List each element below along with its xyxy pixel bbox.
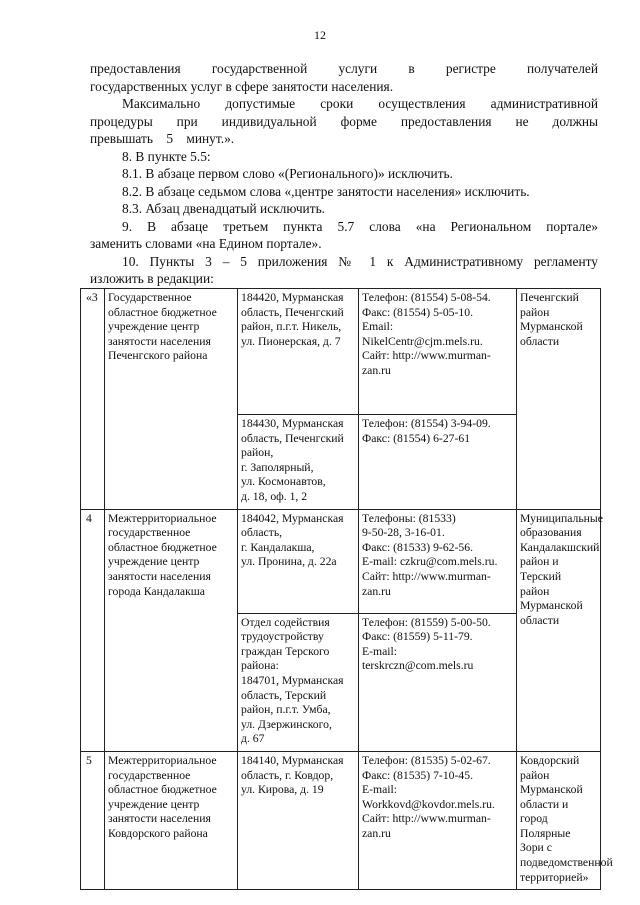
paragraph-item-8-3: 8.3. Абзац двенадцатый исключить. (122, 201, 326, 216)
cell-line: Мурманской (520, 320, 583, 334)
cell-line: учреждение центр (108, 320, 200, 334)
cell-line: Факс: (81559) 5-11-79. (362, 630, 473, 644)
table-row (81, 509, 601, 613)
office-address (238, 613, 359, 751)
paragraph-item-10 (90, 253, 598, 288)
cell-line: 184140, Мурманская (241, 753, 344, 767)
paragraph-item-8-1: 8.1. В абзаце первом слово «(Регионального)» исключить. (122, 166, 454, 181)
cell-line: учреждение центр (108, 555, 200, 569)
office-contacts (359, 415, 517, 510)
cell-line: д. 67 (241, 732, 265, 746)
cell-line: Мурманской (520, 599, 583, 613)
cell-line: Телефон: (81535) 5-02-67. (362, 753, 491, 767)
cell-line: 184420, Мурманская (241, 291, 344, 304)
cell-line: занятости населения (108, 569, 211, 583)
service-territory (517, 751, 613, 889)
page-number: 12 (314, 28, 326, 42)
cell-line: E-mail: (362, 644, 398, 658)
institution-name (105, 289, 238, 510)
cell-line: г. Кандалакша, (241, 540, 315, 554)
office-contacts (359, 509, 517, 613)
cell-line: район и Терский (520, 555, 562, 583)
cell-line: города Кандалакша (108, 584, 205, 598)
cell-line: государственное (108, 526, 191, 540)
cell-line: г. Заполярный, (241, 460, 314, 474)
cell-line: области (520, 613, 560, 627)
cell-line: terskrczn@com.mels.ru (362, 659, 474, 673)
cell-line: д. 18, оф. 1, 2 (241, 489, 308, 503)
text-line: 10. Пункты 3 – 5 приложения № 1 к Административному регламенту (122, 253, 598, 269)
text-line: заменить словами «на Едином портале». (90, 236, 322, 251)
row-number: 4 (81, 509, 105, 751)
cell-line: область, Терский (241, 688, 327, 702)
cell-line: образования (520, 526, 582, 540)
cell-line: Межтерриториальное (108, 511, 217, 525)
text-line: 9. В абзаце третьем пункта 5.7 слова «на Региональном портале» (122, 218, 598, 234)
text-line: процедуры при индивидуальной форме предоставления не должны (90, 113, 598, 129)
cell-line: Телефон: (81559) 5-00-50. (362, 615, 491, 629)
cell-line: Печенгский район (520, 291, 579, 319)
cell-line: Государственное (108, 291, 192, 304)
office-address (238, 289, 359, 415)
cell-line: области и город (520, 797, 569, 826)
cell-line: Факс: (81554) 5-05-10. (362, 305, 474, 319)
cell-line: областное бюджетное (108, 540, 217, 554)
cell-line: ул. Пионерская, д. 7 (241, 334, 341, 348)
service-territory (517, 509, 601, 751)
service-territory (517, 289, 601, 510)
cell-line: область, Печенгский (241, 305, 344, 319)
cell-line: области (520, 334, 560, 348)
cell-line: областное бюджетное (108, 305, 217, 319)
institution-name (105, 751, 238, 889)
cell-line: Полярные Зори с (520, 826, 571, 855)
cell-line: Сайт: http://www.murman- (362, 349, 491, 363)
cell-line: область, (241, 526, 283, 540)
office-address (238, 509, 359, 613)
cell-line: zan.ru (362, 584, 391, 598)
cell-line: Workkovd@kovdor.mels.ru. (362, 797, 495, 811)
cell-line: трудоустройству (241, 630, 324, 644)
text-line: предоставления государственной услуги в регистре получателей (90, 61, 598, 76)
cell-line: Телефон: (81554) 5-08-54. (362, 291, 491, 304)
paragraph-item-9 (90, 218, 598, 253)
text-line: государственных услуг в сфере занятости населения. (90, 78, 394, 94)
cell-line: Email: (362, 320, 394, 334)
cell-line: района: (241, 659, 279, 673)
cell-line: область, г. Ковдор, (241, 768, 334, 782)
cell-line: zan.ru (362, 826, 391, 840)
cell-line: государственное (108, 768, 191, 782)
cell-line: Ковдорский район (520, 753, 580, 782)
cell-line: ул. Дзержинского, (241, 717, 332, 731)
row-number: «3 (81, 289, 105, 510)
table-body (81, 289, 613, 890)
cell-line: район (520, 584, 550, 598)
cell-line: граждан Терского (241, 644, 330, 658)
cell-line: район, п.г.т. Никель, (241, 320, 342, 334)
table-row (81, 751, 601, 889)
cell-line: Отдел содействия (241, 615, 330, 629)
cell-line: ул. Космонавтов, (241, 475, 326, 489)
office-contacts (359, 613, 517, 751)
cell-line: 184701, Мурманская (241, 673, 344, 687)
cell-line: zan.ru (362, 363, 391, 377)
cell-line: 9-50-28, 3-16-01. (362, 526, 445, 540)
paragraph-item-8: 8. В пункте 5.5: (122, 148, 211, 164)
cell-line: занятости населения (108, 334, 211, 348)
cell-line: Межтерриториальное (108, 753, 217, 767)
cell-line: район, п.г.т. Умба, (241, 703, 331, 717)
cell-line: E-mail: (362, 783, 398, 797)
cell-line: Телефоны: (81533) (362, 511, 456, 525)
cell-line: E-mail: czkru@com.mels.ru. (362, 555, 498, 569)
cell-line: Факс: (81554) 6-27-61 (362, 431, 471, 445)
cell-line: Факс: (81535) 7-10-45. (362, 768, 474, 782)
cell-line: Печенгского района (108, 349, 208, 363)
table-row (81, 289, 601, 415)
cell-line: район, (241, 446, 274, 460)
cell-line: областное бюджетное (108, 783, 217, 797)
cell-line: Факс: (81533) 9-62-56. (362, 540, 474, 554)
institution-name (105, 509, 238, 751)
cell-line: Кандалакшский (520, 540, 600, 554)
cell-line: Мурманской (520, 783, 583, 797)
document-body (90, 60, 598, 288)
text-line: изложить в редакции: (90, 271, 214, 286)
cell-line: Сайт: http://www.murman- (362, 812, 491, 826)
cell-line: Сайт: http://www.murman- (362, 569, 491, 583)
paragraph-item-8-2: 8.2. В абзаце седьмом слова «,центре занятости населения» исключить. (122, 183, 530, 199)
text-line: превышать 5 минут.». (90, 131, 235, 146)
cell-line: учреждение центр (108, 797, 200, 811)
cell-line: ул. Пронина, д. 22а (241, 555, 337, 569)
cell-line: Муниципальные (520, 511, 603, 525)
cell-line: занятости населения (108, 812, 211, 826)
cell-line: территорией» (520, 870, 589, 884)
cell-line: 184430, Мурманская (241, 417, 344, 430)
paragraph-max-time (90, 95, 598, 148)
paragraph-register-end (90, 60, 598, 95)
cell-line: область, Печенгский (241, 431, 344, 445)
office-contacts (359, 289, 517, 415)
cell-line: Телефон: (81554) 3-94-09. (362, 417, 491, 430)
office-address (238, 751, 359, 889)
office-contacts (359, 751, 517, 889)
cell-line: Ковдорского района (108, 826, 208, 840)
office-address (238, 415, 359, 510)
cell-line: ул. Кирова, д. 19 (241, 783, 324, 797)
cell-line: подведомственной (520, 856, 613, 870)
cell-line: NikelCentr@cjm.mels.ru. (362, 334, 483, 348)
cell-line: 184042, Мурманская (241, 511, 344, 525)
row-number: 5 (81, 751, 105, 889)
employment-centers-table (80, 288, 613, 890)
text-line: Максимально допустимые сроки осуществления административной (122, 96, 598, 111)
